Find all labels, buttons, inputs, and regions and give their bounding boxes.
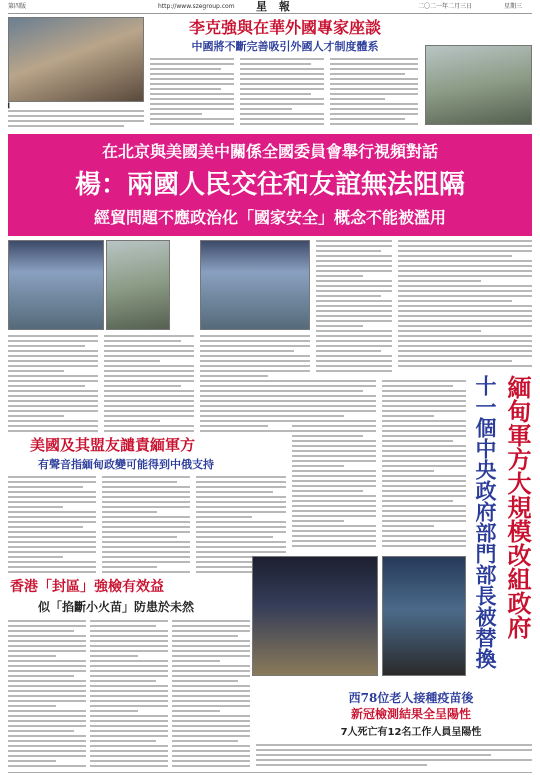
footer-rule: [8, 772, 532, 773]
photo-conference-room: [200, 240, 310, 330]
story5-text: [256, 744, 532, 770]
story-banner-col4: [316, 240, 392, 375]
story3-headline: 香港「封區」強檢有效益: [10, 579, 164, 595]
photo-hk-lockdown: [252, 556, 378, 676]
story4-headline: 緬甸軍方大規模改組政府: [503, 375, 532, 639]
story2-headline: 美國及其盟友譴責緬軍方: [30, 436, 196, 454]
story4-vertical-headline: [470, 375, 532, 685]
story-banner-col5: [398, 240, 532, 370]
story4-col2: [382, 380, 466, 550]
photo-yang-jiechi: [8, 240, 104, 330]
story4-col1: [292, 380, 376, 550]
newspaper-name: 星 報: [256, 0, 294, 13]
photo-hk-testing: [382, 556, 466, 676]
story2-col2: [102, 476, 190, 576]
story3-subhead: 似「掐斷小火苗」防患於未然: [38, 600, 195, 614]
story2-col1: [8, 476, 96, 576]
page-number: 第四版: [8, 3, 27, 10]
banner-main-headline: 楊：兩國人民交往和友誼無法阻隔: [74, 170, 465, 200]
photo-caption: ▍: [8, 103, 12, 109]
story4-subhead: 十一個中央政府部門部長被替換: [473, 375, 498, 669]
story1-col3: [330, 58, 418, 128]
story5-subhead: 7人死亡有12名工作人員呈陽性: [340, 727, 482, 738]
story5-headline-1: 西78位老人接種疫苗後: [348, 691, 474, 705]
story-banner-col2: [104, 335, 194, 435]
story2-subhead: 有聲音指緬甸政變可能得到中俄支持: [38, 458, 214, 471]
story1-subhead: 中國將不斷完善吸引外國人才制度體系: [191, 40, 379, 53]
story3-col3: [172, 620, 250, 770]
story1-col0: [8, 110, 144, 132]
story3-col2: [90, 620, 168, 770]
site-url[interactable]: http://www.szegroup.com: [158, 3, 235, 10]
banner-kicker: 在北京與美國美中關係全國委員會舉行視頻對話: [101, 142, 438, 161]
photo-li-keqiang-meeting: [8, 17, 144, 102]
weekday: 星期三: [504, 3, 523, 10]
story1-col2: [240, 58, 324, 128]
story5-heading-block: [290, 690, 532, 726]
headline-banner: [8, 134, 532, 236]
photo-foreign-experts: [425, 45, 532, 125]
story-banner-col1: [8, 335, 98, 435]
banner-subhead: 經貿問題不應政治化「國家安全」概念不能被濫用: [93, 208, 446, 227]
photo-video-dialogue: [106, 240, 170, 330]
masthead: [8, 2, 532, 14]
story3-col1: [8, 620, 86, 770]
story5-headline-2: 新冠檢測結果全呈陽性: [350, 707, 471, 721]
issue-date: 二〇二一年二月三日: [418, 3, 473, 10]
story1-headline: 李克強與在華外國專家座談: [188, 18, 381, 37]
story1-col1: [150, 58, 234, 128]
